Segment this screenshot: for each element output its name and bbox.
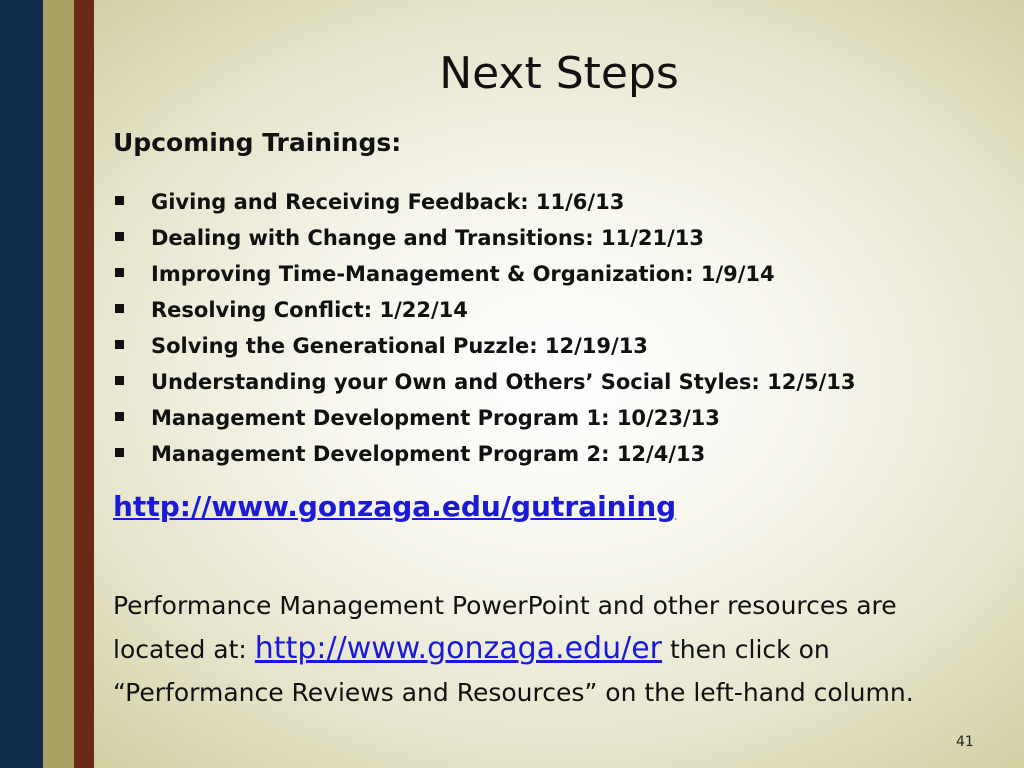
page-number: 41 [956, 734, 974, 750]
square-bullet-icon [115, 196, 124, 205]
er-link[interactable]: http://www.gonzaga.edu/er [254, 631, 663, 666]
training-item-text: Management Development Program 1: 10/23/13 [151, 406, 720, 430]
training-item-text: Improving Time-Management & Organization: 1/9/14 [151, 262, 775, 286]
square-bullet-icon [115, 232, 124, 241]
square-bullet-icon [115, 268, 124, 277]
decorative-stripe-navy [0, 0, 43, 768]
upcoming-trainings-heading: Upcoming Trainings: [113, 128, 402, 157]
resources-line-1: Performance Management PowerPoint and other resources are [113, 591, 897, 620]
square-bullet-icon [115, 448, 124, 457]
list-item [113, 400, 856, 436]
resources-line-2-prefix: located at: [113, 635, 255, 664]
decorative-stripe-olive [43, 0, 74, 768]
square-bullet-icon [115, 340, 124, 349]
resources-line-3: “Performance Reviews and Resources” on the left-hand column. [113, 678, 914, 707]
list-item [113, 364, 856, 400]
list-item [113, 436, 856, 472]
decorative-stripe-brown [74, 0, 94, 768]
training-item-text: Management Development Program 2: 12/4/13 [151, 442, 706, 466]
training-item-text: Understanding your Own and Others’ Social Styles: 12/5/13 [151, 370, 856, 394]
resources-line-2 [113, 627, 1013, 671]
training-list [113, 184, 856, 472]
list-item [113, 328, 856, 364]
resources-paragraph [113, 584, 1013, 714]
training-item-text: Dealing with Change and Transitions: 11/21/13 [151, 226, 704, 250]
resources-line-2-suffix: then click on [662, 635, 830, 664]
training-item-text: Solving the Generational Puzzle: 12/19/13 [151, 334, 648, 358]
list-item [113, 184, 856, 220]
slide-title: Next Steps [439, 48, 679, 99]
gutraining-link[interactable]: http://www.gonzaga.edu/gutraining [113, 490, 677, 523]
list-item [113, 256, 856, 292]
training-item-text: Giving and Receiving Feedback: 11/6/13 [151, 190, 625, 214]
square-bullet-icon [115, 412, 124, 421]
list-item [113, 220, 856, 256]
list-item [113, 292, 856, 328]
square-bullet-icon [115, 304, 124, 313]
training-item-text: Resolving Conflict: 1/22/14 [151, 298, 468, 322]
square-bullet-icon [115, 376, 124, 385]
